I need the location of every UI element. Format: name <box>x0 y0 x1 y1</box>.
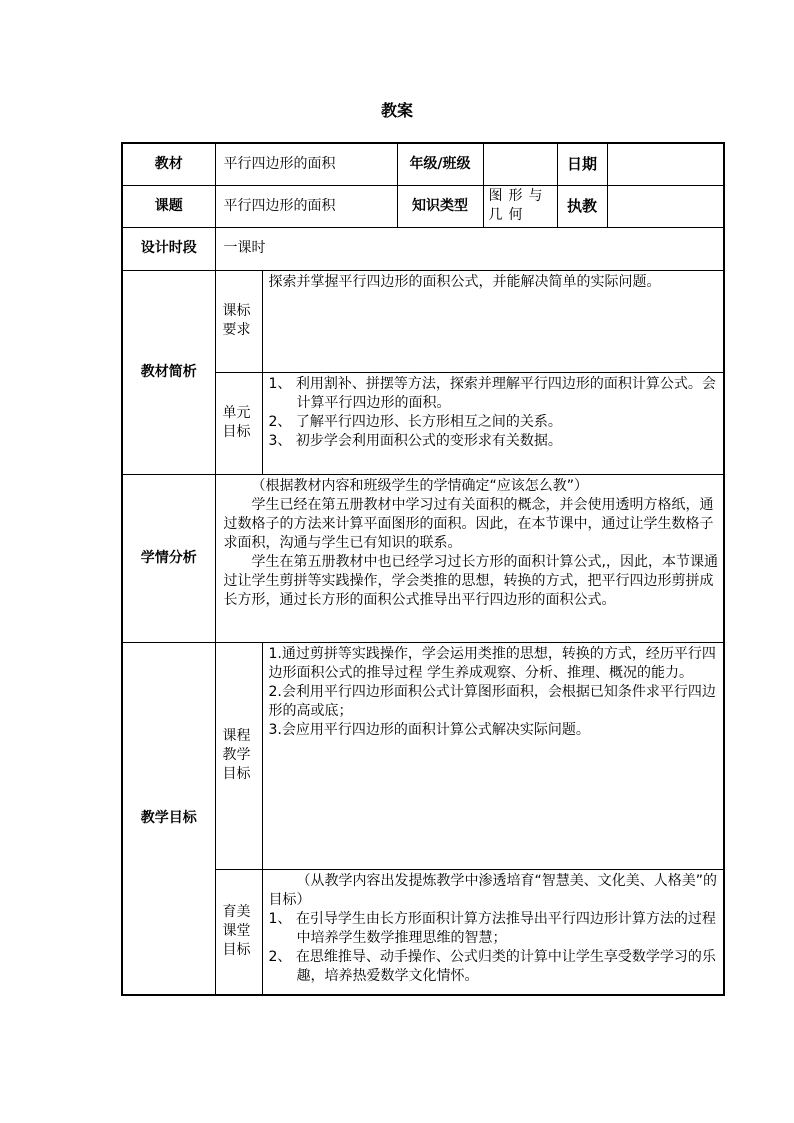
beauty-goal-item: 2、 在思维推导、动手操作、公式归类的计算中让学生享受数学学习的乐趣，培养热爱数学文化情怀。 <box>268 948 716 984</box>
textbook-value: 平行四边形的面积 <box>215 143 397 185</box>
course-goal-item: 1.通过剪拼等实践操作，学会运用类推的思想，转换的方式，经历平行四边形面积公式的推导过程 学生养成观察、分析、推理、概况的能力。 <box>268 645 716 681</box>
beauty-goal-list <box>262 869 724 995</box>
analysis-label: 教材简析 <box>122 270 215 474</box>
teaching-goals-label: 教学目标 <box>122 642 215 995</box>
student-analysis-label: 学情分析 <box>122 474 215 642</box>
textbook-label: 教材 <box>122 143 215 185</box>
course-goal-list <box>262 642 724 869</box>
period-label: 设计时段 <box>122 227 215 270</box>
knowledge-type-label: 知识类型 <box>397 185 483 227</box>
grade-label: 年级/班级 <box>397 143 483 185</box>
student-paragraph: 学生在第五册教材中也已经学习过长方形的面积计算公式,，因此，本节课通过让学生剪拼等实践操作，学会类推的思想，转换的方式，把平行四边形剪拼成长方形，通过长方形的面积公式推导出平行四边形的面积公式。 <box>223 553 718 608</box>
course-goal-item: 2.会利用平行四边形面积公式计算图形面积，会根据已知条件求平行四边形的高或底； <box>268 683 716 719</box>
topic-value: 平行四边形的面积 <box>215 185 397 227</box>
row-period <box>122 227 724 270</box>
period-value: 一课时 <box>215 227 724 270</box>
student-analysis-text <box>215 474 724 642</box>
lesson-plan-table <box>121 142 725 996</box>
unit-goal-label: 单元目标 <box>215 372 262 474</box>
document-title: 教案 <box>380 101 413 120</box>
unit-goal-list <box>262 372 724 474</box>
unit-goal-item: 2、 了解平行四边形、长方形相互之间的关系。 <box>268 413 562 430</box>
beauty-goal-note: （从教学内容出发提炼教学中渗透培育“智慧美、文化美、人格美”的目标） <box>268 872 718 908</box>
student-note: （根据教材内容和班级学生的学情确定“应该怎么教”） <box>251 477 589 494</box>
beauty-goal-label: 育美课堂目标 <box>215 869 262 995</box>
unit-goal-item: 3、 初步学会利用面积公式的变形求有关数据。 <box>268 432 562 449</box>
course-goal-item: 3.会应用平行四边形的面积计算公式解决实际问题。 <box>268 721 590 738</box>
topic-label: 课题 <box>122 185 215 227</box>
teacher-value <box>607 185 724 227</box>
standard-label: 课标要求 <box>215 270 262 372</box>
row-standard <box>122 270 724 372</box>
date-value <box>607 143 724 185</box>
course-goal-label: 课程教学目标 <box>215 642 262 869</box>
standard-text: 探索并掌握平行四边形的面积公式，并能解决简单的实际问题。 <box>262 270 724 372</box>
row-textbook <box>122 143 724 185</box>
teacher-label: 执教 <box>557 185 607 227</box>
grade-value <box>483 143 557 185</box>
row-topic <box>122 185 724 227</box>
beauty-goal-item: 1、 在引导学生由长方形面积计算方法推导出平行四边形计算方法的过程中培养学生数学推理思维的智慧； <box>268 910 716 946</box>
student-paragraph: 学生已经在第五册教材中学习过有关面积的概念，并会使用透明方格纸，通过数格子的方法来计算平面图形的面积。因此，在本节课中，通过让学生数格子求面积，沟通与学生已有知识的联系。 <box>223 496 714 551</box>
row-course-goals <box>122 642 724 869</box>
unit-goal-item: 1、 利用割补、拼摆等方法，探索并理解平行四边形的面积计算公式。会计算平行四边形的面积。 <box>268 375 716 411</box>
row-student-analysis <box>122 474 724 642</box>
date-label: 日期 <box>557 143 607 185</box>
knowledge-type-value: 图形与几何 <box>483 185 557 227</box>
